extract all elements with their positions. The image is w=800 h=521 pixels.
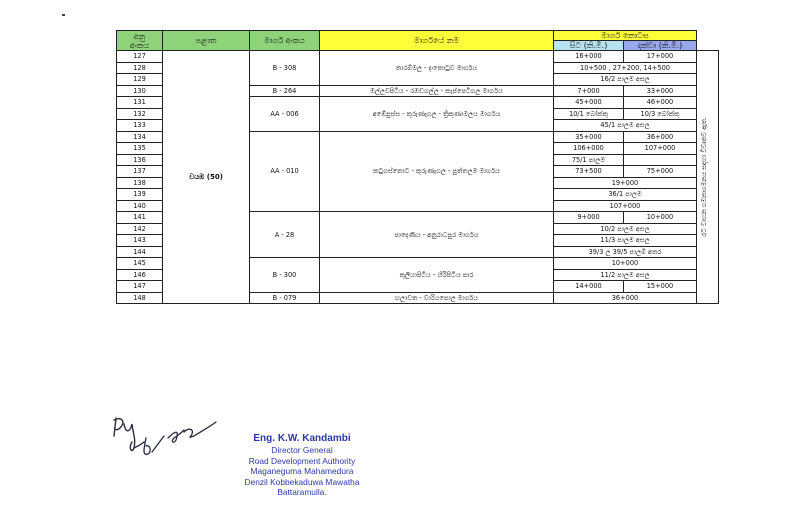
route-code: B - 308	[250, 51, 320, 86]
section-from: 45+000	[554, 97, 624, 109]
section-to: 17+000	[624, 51, 697, 63]
road-name: කුලියාපිටිය - හිරිපිටිය පාර	[320, 258, 554, 293]
road-name: හලාවත - වාරියපොල මාර්ගය	[320, 292, 554, 304]
section-span: 11/2 පාලම අසල	[554, 269, 697, 281]
row-no: 138	[117, 177, 163, 189]
province-cell	[163, 51, 250, 304]
route-code: AA - 010	[250, 131, 320, 212]
row-no: 142	[117, 223, 163, 235]
col-header-province: පළාත	[163, 31, 250, 51]
route-code: AA - 006	[250, 97, 320, 132]
road-name: මල්ලවපිටිය - රඹඩගල්ල - කැප්පෙටිගල මාර්ගය	[320, 85, 554, 97]
section-from: 10/1 බෝක්කු	[554, 108, 624, 120]
col-header-road-name: මාර්ගයේ නම	[320, 31, 554, 51]
section-span: 19+000	[554, 177, 697, 189]
row-no: 131	[117, 97, 163, 109]
route-code: B - 264	[250, 85, 320, 97]
section-from: 9+000	[554, 212, 624, 224]
row-no: 127	[117, 51, 163, 63]
row-no: 146	[117, 269, 163, 281]
row-no: 135	[117, 143, 163, 155]
section-span: 107+000	[554, 200, 697, 212]
section-to: 46+000	[624, 97, 697, 109]
col-header-route-no: මාර්ග අංකය	[250, 31, 320, 51]
row-no: 147	[117, 281, 163, 293]
section-to: 10+000	[624, 212, 697, 224]
address-line: Maganeguma Mahamedura	[250, 466, 354, 476]
section-to	[624, 154, 697, 166]
signatory-title: Director General	[271, 445, 333, 455]
address-line: Battaramulla.	[277, 487, 327, 497]
section-span: 36/1 පාලම	[554, 189, 697, 201]
road-name: කටුගස්තොට - කුරුණෑගල - පුත්තලම මාර්ගය	[320, 131, 554, 212]
route-code: B - 079	[250, 292, 320, 304]
section-span: 16/2 පාලම අසල	[554, 74, 697, 86]
handwritten-signature	[112, 408, 222, 468]
row-no: 136	[117, 154, 163, 166]
province-label: වයඹ (50)	[189, 173, 223, 181]
road-name: පාදෙණිය - අනුරාධපුර මාර්ගය	[320, 212, 554, 258]
section-to: 10/3 බෝක්කු	[624, 108, 697, 120]
row-no: 139	[117, 189, 163, 201]
row-no: 134	[117, 131, 163, 143]
row-no: 148	[117, 292, 163, 304]
section-to: 36+000	[624, 131, 697, 143]
road-sections-table	[116, 30, 719, 304]
section-from: 75/1 පාලම	[554, 154, 624, 166]
section-span: 11/3 පාලම අසල	[554, 235, 697, 247]
section-span: 10+500 , 27+200, 14+500	[554, 62, 697, 74]
row-no: 137	[117, 166, 163, 178]
section-from: 14+000	[554, 281, 624, 293]
row-no: 129	[117, 74, 163, 86]
section-span: 36+000	[554, 292, 697, 304]
signature-block	[232, 433, 372, 498]
header-blank	[697, 31, 719, 51]
col-header-to: දක්වා (කි.මී.)	[624, 41, 697, 51]
row-no: 140	[117, 200, 163, 212]
address-line: Denzil Kobbekaduwa Mawatha	[244, 476, 360, 487]
section-from: 35+000	[554, 131, 624, 143]
col-header-no: අනු අංකය	[117, 31, 163, 51]
row-no: 132	[117, 108, 163, 120]
row-no: 133	[117, 120, 163, 132]
row-no: 141	[117, 212, 163, 224]
row-no: 145	[117, 258, 163, 270]
row-no: 144	[117, 246, 163, 258]
route-code: B - 300	[250, 258, 320, 293]
road-name: තාරම්මල - දංකොටුව මාර්ගය	[320, 51, 554, 86]
row-no: 130	[117, 85, 163, 97]
route-code: A - 28	[250, 212, 320, 258]
signatory-org: Road Development Authority	[248, 455, 356, 466]
col-header-from: සිට (කි.මී.)	[554, 41, 624, 51]
row-no: 128	[117, 62, 163, 74]
section-from: 7+000	[554, 85, 624, 97]
section-to: 107+000	[624, 143, 697, 155]
section-to: 15+000	[624, 281, 697, 293]
col-header-section: මාර්ග කොටස	[554, 31, 697, 41]
section-from: 106+000	[554, 143, 624, 155]
section-span: 39/3 ල 39/5 පාලම් අතර	[554, 246, 697, 258]
signatory-name: Eng. K.W. Kandambi	[253, 433, 351, 444]
road-name: අඹේපුස්ස - කුරුණෑගල - ත්‍රිකුණාමලය මාර්ගය	[320, 97, 554, 132]
scan-speck	[62, 14, 65, 16]
row-no: 143	[117, 235, 163, 247]
section-to: 75+000	[624, 166, 697, 178]
section-to: 33+000	[624, 85, 697, 97]
section-span: 45/1 පාලම අසල	[554, 120, 697, 132]
section-from: 73+500	[554, 166, 624, 178]
section-span: 10+000	[554, 258, 697, 270]
section-from: 16+000	[554, 51, 624, 63]
side-note: රට වාහන ගමනාගමනය සඳහා විවෘතව ඇත.	[700, 117, 708, 237]
side-note-cell	[697, 51, 719, 304]
section-span: 10/2 පාලම අසල	[554, 223, 697, 235]
